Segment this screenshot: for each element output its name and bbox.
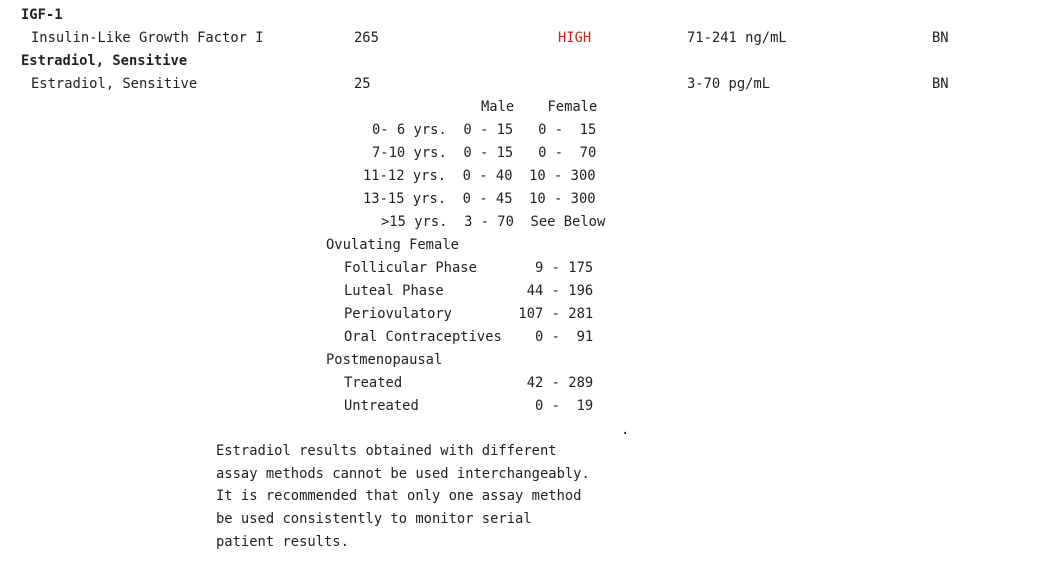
test-value: 25 (354, 76, 371, 92)
note-line: patient results. (216, 534, 349, 550)
ovulating-female-label: Ovulating Female (326, 237, 459, 253)
section-heading-igf1: IGF-1 (21, 7, 63, 23)
test-name: Estradiol, Sensitive (31, 76, 198, 92)
abnormal-flag: HIGH (558, 30, 592, 46)
reference-range: 3-70 pg/mL (687, 76, 771, 92)
age-range-row: 7-10 yrs. 0 - 15 0 - 70 (372, 145, 597, 161)
phase-range-row: Follicular Phase 9 - 175 (344, 260, 594, 276)
note-line: It is recommended that only one assay method (216, 488, 582, 504)
lab-code: BN (932, 76, 949, 92)
result-row-igf1 (0, 27, 1054, 50)
section-heading-estradiol: Estradiol, Sensitive (21, 53, 188, 69)
postmenopausal-range-row: Treated 42 - 289 (344, 375, 594, 391)
phase-range-row: Oral Contraceptives 0 - 91 (344, 329, 594, 345)
note-line: assay methods cannot be used interchangeably. (216, 466, 590, 482)
age-range-row: 13-15 yrs. 0 - 45 10 - 300 (363, 191, 596, 207)
postmenopausal-label: Postmenopausal (326, 352, 443, 368)
lab-code: BN (932, 30, 949, 46)
note-line: Estradiol results obtained with different (216, 443, 557, 459)
phase-range-row: Luteal Phase 44 - 196 (344, 283, 594, 299)
age-range-row: >15 yrs. 3 - 70 See Below (381, 214, 606, 230)
reference-range: 71-241 ng/mL (687, 30, 787, 46)
result-row-estradiol (0, 73, 1054, 96)
note-line: be used consistently to monitor serial (216, 511, 532, 527)
age-range-row: 11-12 yrs. 0 - 40 10 - 300 (363, 168, 596, 184)
stray-dot: . (621, 422, 630, 438)
test-value: 265 (354, 30, 379, 46)
reference-table-header: Male Female (481, 99, 598, 115)
age-range-row: 0- 6 yrs. 0 - 15 0 - 15 (372, 122, 597, 138)
test-name: Insulin-Like Growth Factor I (31, 30, 264, 46)
postmenopausal-range-row: Untreated 0 - 19 (344, 398, 594, 414)
phase-range-row: Periovulatory 107 - 281 (344, 306, 594, 322)
